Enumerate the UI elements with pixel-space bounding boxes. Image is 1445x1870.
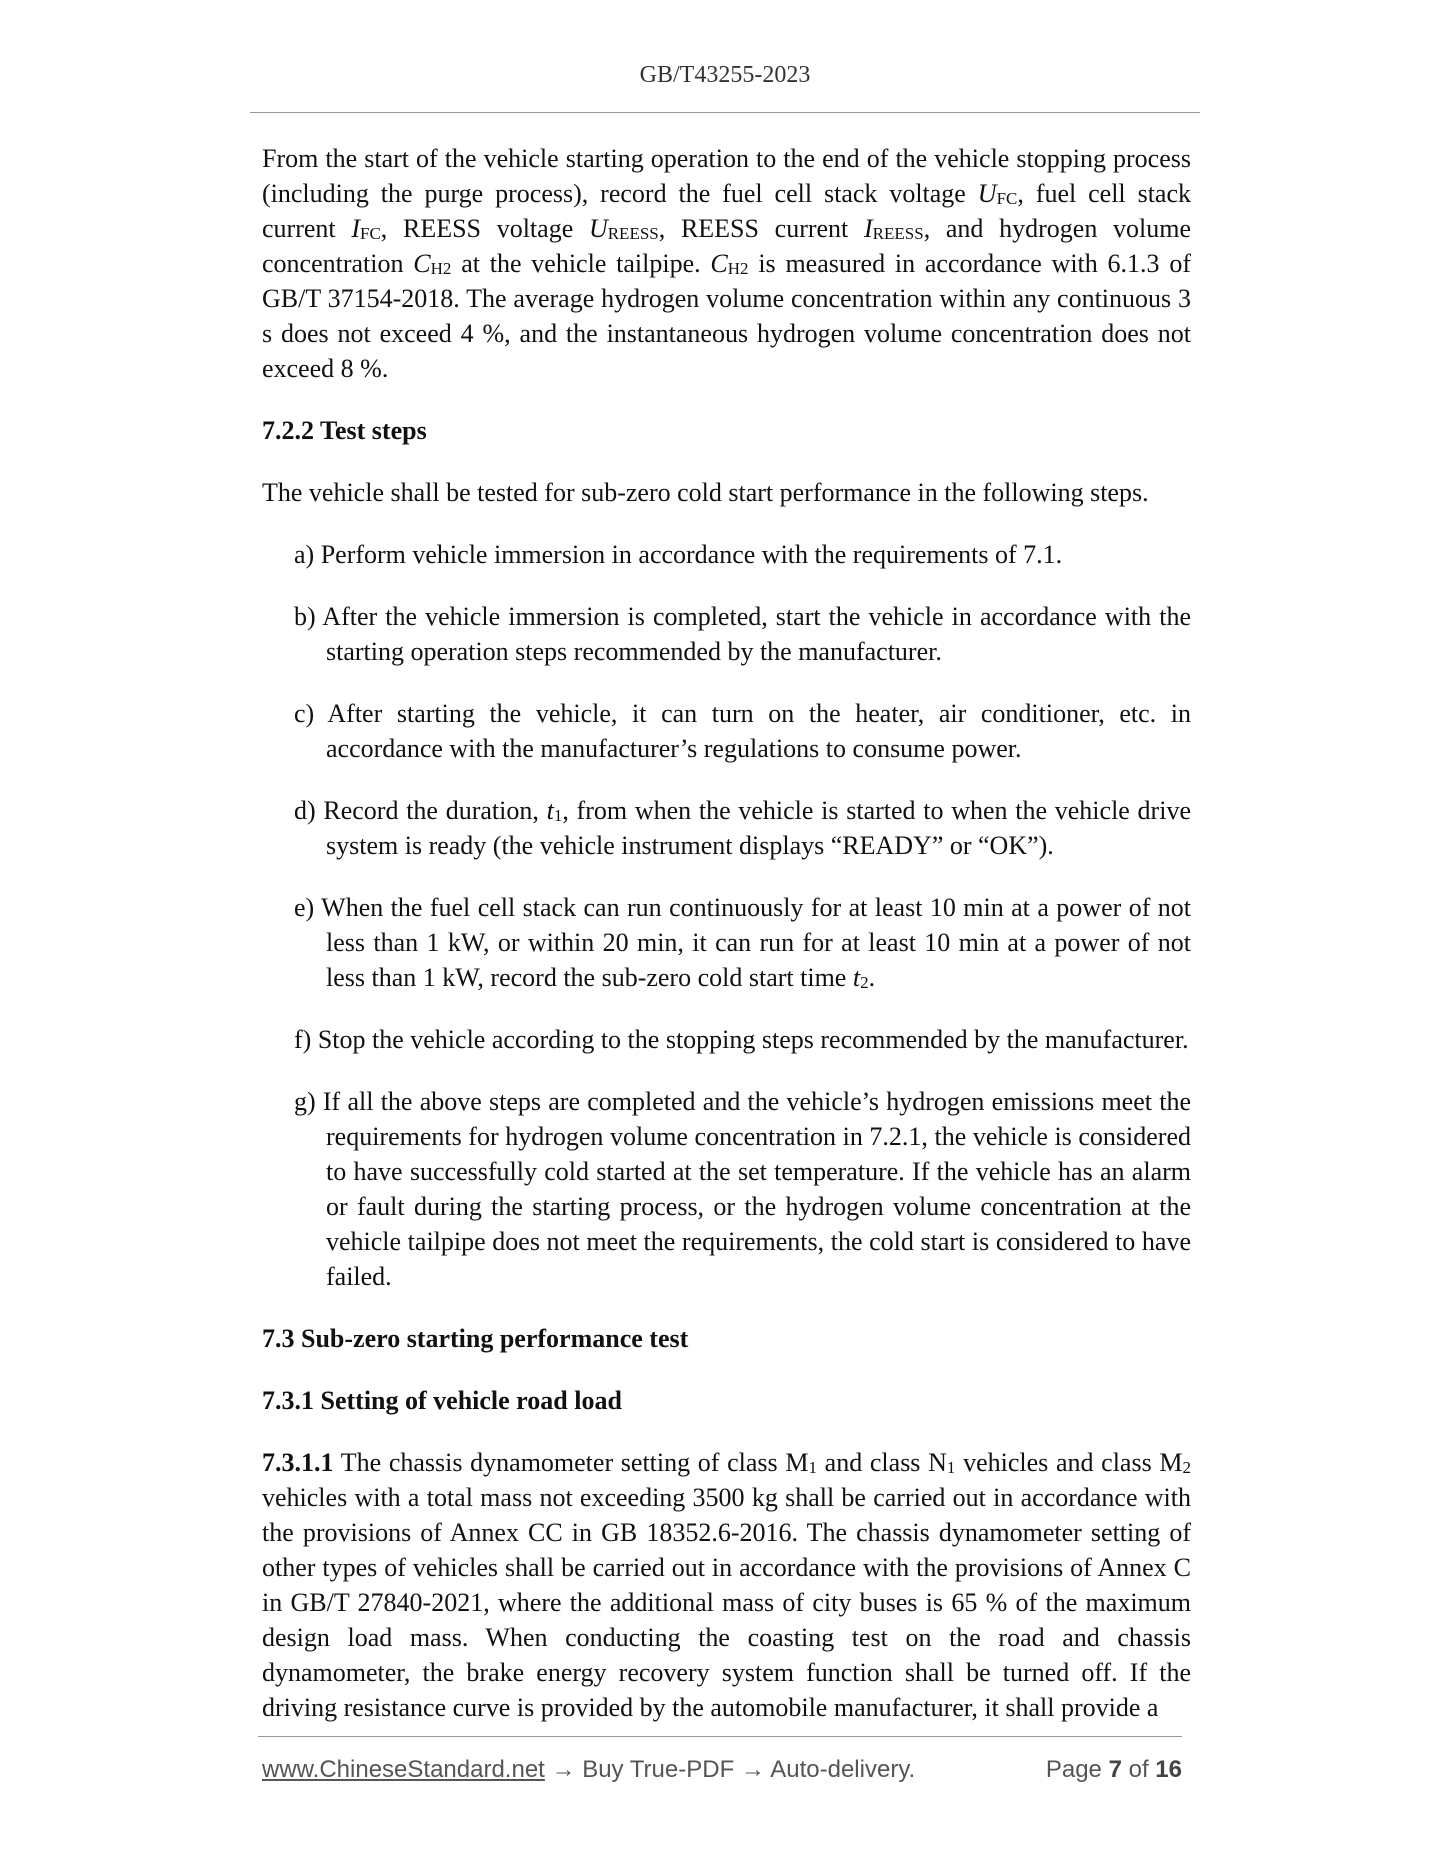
section-heading-7-3-1: 7.3.1 Setting of vehicle road load [262, 1386, 622, 1415]
sub-h2: H2 [430, 259, 452, 278]
step-c: c) After starting the vehicle, it can turn on the heater, air conditioner, etc. in accordance with the manufacturer’s regulations to consume power. [294, 699, 1191, 763]
sub-1: 1 [946, 1458, 956, 1477]
sub-2: 2 [1182, 1458, 1191, 1477]
var-c-h2: C [710, 249, 728, 278]
section-heading-7-3: 7.3 Sub-zero starting performance test [262, 1324, 689, 1353]
step-f: f) Stop the vehicle according to the stopping steps recommended by the manufacturer. [294, 1025, 1189, 1054]
document-header: GB/T43255-2023 [639, 62, 811, 88]
page-label: Page [1045, 1756, 1102, 1783]
clause-text: and class N [816, 1448, 947, 1477]
step-d [294, 793, 1191, 863]
clause-text: vehicles with a total mass not exceeding 3500 kg shall be carried out in accordance with the provisions of Annex CC in GB 18352.6-2016. The chassis dynamometer setting of other types of vehicles shall be carried out in accordance with the provisions of Annex C in GB/T 27840-2021, where the additional mass of city buses is 65 % of the maximum design load mass. When conducting the coasting test on the road and chassis dynamometer, the brake energy recovery system function shall be turned off. If the driving resistance curve is provided by the automobile manufacturer, it shall provide a [262, 1483, 1191, 1722]
intro-text: From the start of the vehicle starting operation to the end of the vehicle stopping process (including the purge process), record the fuel cell stack voltage [262, 144, 1191, 208]
clause-text: The chassis dynamometer setting of class M [333, 1448, 809, 1477]
steps-lead: The vehicle shall be tested for sub-zero cold start performance in the following steps. [262, 478, 1149, 507]
var-u-fc: U [977, 179, 997, 208]
sub-1: 1 [553, 806, 563, 825]
intro-paragraph [262, 141, 1191, 386]
clause-number: 7.3.1.1 [262, 1448, 334, 1477]
var-u-reess: U [588, 214, 608, 243]
arrow-icon: → [544, 1756, 583, 1783]
page-indicator [1046, 1756, 1182, 1784]
var-c-h2: C [413, 249, 431, 278]
step-d-text: , from when the vehicle is started to when the vehicle drive system is ready (the vehicle instrument displays “READY” or “OK”). [326, 796, 1191, 860]
delivery-text: Auto-delivery. [770, 1756, 916, 1783]
step-a: a) Perform vehicle immersion in accordance with the requirements of 7.1. [294, 540, 1063, 569]
sub-reess: REESS [607, 224, 659, 243]
intro-text: , and hydrogen volume concentration [262, 214, 1191, 278]
step-e-text: . [868, 963, 876, 992]
step-b: b) After the vehicle immersion is completed, start the vehicle in accordance with the starting operation steps recommended by the manufacturer. [294, 602, 1191, 666]
clause-text: vehicles and class M [955, 1448, 1183, 1477]
step-g: g) If all the above steps are completed and the vehicle’s hydrogen emissions meet the requirements for hydrogen volume concentration in 7.2.1, the vehicle is considered to have successfully cold started at the set temperature. If the vehicle has an alarm or fault during the starting process, or the hydrogen volume concentration at the vehicle tailpipe does not meet the requirements, the cold start is considered to have failed. [294, 1087, 1191, 1291]
var-i-reess: I [863, 214, 873, 243]
sub-1: 1 [808, 1458, 817, 1477]
arrow-icon: → [734, 1756, 771, 1783]
section-heading-7-2-2: 7.2.2 Test steps [262, 416, 427, 445]
sub-fc: FC [360, 224, 381, 243]
step-e [294, 890, 1191, 995]
var-i-fc: I [351, 214, 360, 243]
footer-divider [258, 1736, 1182, 1737]
var-t2: t [852, 963, 861, 992]
paragraph-7-3-1-1 [262, 1445, 1191, 1725]
var-t1: t [546, 796, 554, 825]
page-content [262, 141, 1191, 1725]
intro-text: , REESS current [658, 214, 864, 243]
step-e-text: e) When the fuel cell stack can run continuously for at least 10 min at a power of not less than 1 kW, or within 20 min, it can run for at least 10 min at a power of not less than 1 kW, record the sub-zero cold start time [294, 893, 1191, 992]
sub-2: 2 [860, 973, 869, 992]
page-number: 7 [1108, 1756, 1122, 1783]
intro-text: at the vehicle tailpipe. [451, 249, 711, 278]
intro-text: , REESS voltage [380, 214, 589, 243]
page-footer [262, 1756, 1182, 1784]
site-link[interactable]: www.ChineseStandard.net [262, 1756, 545, 1783]
sub-reess: REESS [872, 224, 924, 243]
header-divider [250, 112, 1200, 113]
intro-text: , fuel cell stack current [262, 179, 1191, 243]
page-total: 16 [1155, 1756, 1182, 1783]
sub-fc: FC [996, 189, 1018, 208]
buy-link[interactable]: Buy True-PDF [582, 1756, 735, 1783]
intro-text: is measured in accordance with 6.1.3 of GB/T 37154-2018. The average hydrogen volume concentration within any continuous 3 s does not exceed 4 %, and the instantaneous hydrogen volume concentration does not exceed 8 %. [262, 249, 1191, 383]
of-label: of [1128, 1756, 1149, 1783]
step-d-text: d) Record the duration, [294, 796, 547, 825]
sub-h2: H2 [727, 259, 749, 278]
